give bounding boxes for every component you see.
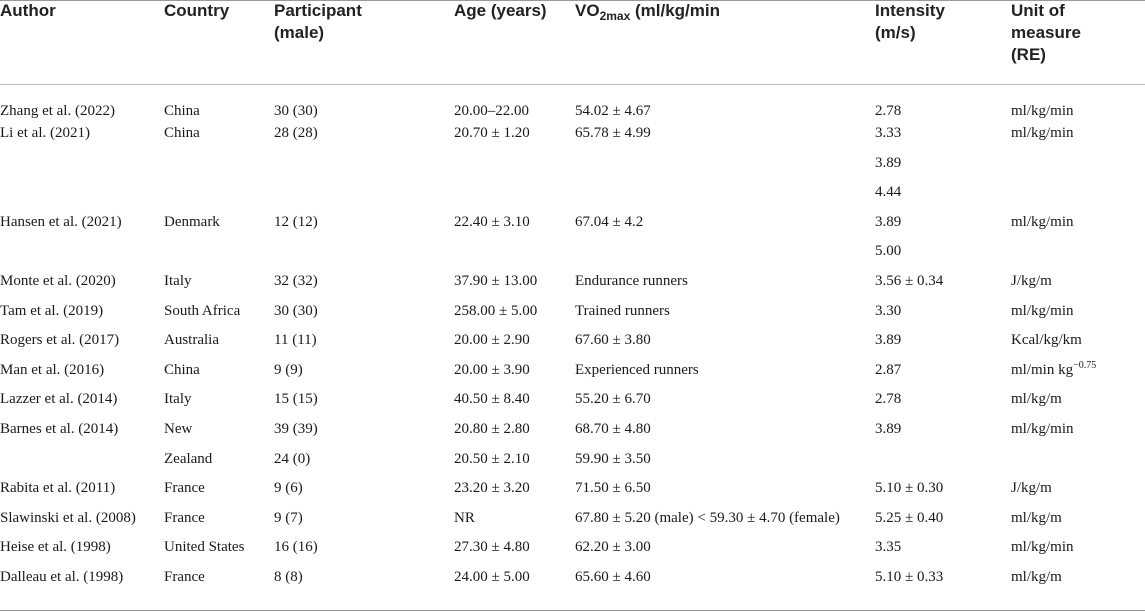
cell-age xyxy=(454,238,575,268)
cell-participant: 9 (7) xyxy=(274,509,303,526)
cell-unit: Kcal/kg/km xyxy=(1011,332,1082,349)
header-unit: Unit of measure (RE) xyxy=(1011,1,1081,64)
cell-author xyxy=(0,150,164,180)
cell-country: South Africa xyxy=(164,302,241,319)
cell-age: 20.50 ± 2.10 xyxy=(454,450,530,467)
cell-vo2: Experienced runners xyxy=(575,361,699,378)
cell-unit: ml/min $kg^{-0.75}$ xyxy=(1011,359,1097,378)
cell-unit: ml/kg/m xyxy=(1011,568,1062,585)
header-participant: Participant (male) xyxy=(274,1,362,42)
table-row xyxy=(0,475,1145,505)
cell-participant: 8 (8) xyxy=(274,568,303,585)
cell-participant: 12 (12) xyxy=(274,213,318,230)
cell-intensity: 3.35 xyxy=(875,539,902,556)
cell-unit: J/kg/m xyxy=(1011,480,1052,497)
cell-participant: 16 (16) xyxy=(274,539,318,556)
cell-intensity: 3.33 xyxy=(875,125,902,141)
cell-unit xyxy=(1011,446,1145,476)
table-row xyxy=(0,84,1145,120)
cell-participant: 30 (30) xyxy=(274,103,318,119)
cell-country: Australia xyxy=(164,332,219,349)
table-row xyxy=(0,150,1145,180)
cell-intensity: 5.10 ± 0.30 xyxy=(875,480,944,497)
cell-country: Denmark xyxy=(164,213,220,230)
table-row xyxy=(0,564,1145,594)
table-body xyxy=(0,84,1145,594)
cell-vo2: 71.50 ± 6.50 xyxy=(575,480,651,497)
cell-unit: ml/kg/min xyxy=(1011,539,1074,556)
table-bottom-rule xyxy=(0,610,1145,611)
cell-intensity: 3.89 xyxy=(875,420,902,437)
cell-author: Slawinski et al. (2008) xyxy=(0,509,136,526)
cell-age: 23.20 ± 3.20 xyxy=(454,480,530,497)
cell-country xyxy=(164,179,274,209)
cell-author: Monte et al. (2020) xyxy=(0,272,116,289)
table-row xyxy=(0,179,1145,209)
header-row xyxy=(0,0,1145,84)
header-vo2max: $VO_{2max}$ (ml/kg/min xyxy=(575,1,720,23)
cell-vo2 xyxy=(575,150,875,180)
cell-unit: J/kg/m xyxy=(1011,272,1052,289)
table-row xyxy=(0,120,1145,150)
header-intensity: Intensity (m/s) xyxy=(875,1,945,42)
cell-vo2: 68.70 ± 4.80 xyxy=(575,420,651,437)
cell-author: Man et al. (2016) xyxy=(0,361,105,378)
cell-participant: 39 (39) xyxy=(274,420,318,437)
cell-participant: 24 (0) xyxy=(274,450,311,467)
cell-unit xyxy=(1011,179,1145,209)
cell-author: Hansen et al. (2021) xyxy=(0,213,122,230)
cell-author: Dalleau et al. (1998) xyxy=(0,568,124,585)
cell-unit: ml/kg/m xyxy=(1011,391,1062,408)
cell-intensity: 3.56 ± 0.34 xyxy=(875,272,944,289)
cell-age: 258.00 ± 5.00 xyxy=(454,302,538,319)
cell-intensity: 3.89 xyxy=(875,213,902,230)
table-row xyxy=(0,298,1145,328)
cell-country: China xyxy=(164,103,200,119)
cell-country: Italy xyxy=(164,391,192,408)
cell-author: Zhang et al. (2022) xyxy=(0,103,115,119)
cell-country: France xyxy=(164,568,205,585)
table-row xyxy=(0,238,1145,268)
cell-age xyxy=(454,150,575,180)
cell-participant: 32 (32) xyxy=(274,272,318,289)
cell-vo2: Trained runners xyxy=(575,302,670,319)
cell-intensity: 5.25 ± 0.40 xyxy=(875,509,944,526)
header-author: Author xyxy=(0,1,56,20)
cell-author: Barnes et al. (2014) xyxy=(0,420,119,437)
cell-vo2: 62.20 ± 3.00 xyxy=(575,539,651,556)
cell-participant: 30 (30) xyxy=(274,302,318,319)
cell-unit: ml/kg/min xyxy=(1011,213,1074,230)
cell-vo2: 65.60 ± 4.60 xyxy=(575,568,651,585)
cell-age: 20.00–22.00 xyxy=(454,103,529,119)
table-row xyxy=(0,416,1145,446)
table-row xyxy=(0,268,1145,298)
cell-author: Li et al. (2021) xyxy=(0,125,90,141)
header-country: Country xyxy=(164,1,230,20)
cell-intensity: 2.78 xyxy=(875,391,902,408)
table-row xyxy=(0,357,1145,387)
cell-country: New xyxy=(164,420,193,437)
cell-age: 20.70 ± 1.20 xyxy=(454,125,530,141)
cell-vo2: 54.02 ± 4.67 xyxy=(575,103,651,119)
cell-country: Italy xyxy=(164,272,192,289)
cell-participant: 9 (6) xyxy=(274,480,303,497)
cell-intensity: 5.10 ± 0.33 xyxy=(875,568,944,585)
cell-author: Tam et al. (2019) xyxy=(0,302,104,319)
cell-intensity: 4.44 xyxy=(875,184,902,201)
header-age: Age (years) xyxy=(454,1,547,20)
cell-vo2: 67.04 ± 4.2 xyxy=(575,213,644,230)
table-row xyxy=(0,209,1145,239)
table-row xyxy=(0,327,1145,357)
cell-author xyxy=(0,179,164,209)
cell-intensity xyxy=(875,446,1011,476)
cell-vo2: 65.78 ± 4.99 xyxy=(575,125,651,141)
cell-intensity: 3.30 xyxy=(875,302,902,319)
cell-participant xyxy=(274,238,454,268)
cell-country: United States xyxy=(164,539,245,556)
cell-country: China xyxy=(164,361,200,378)
table-row xyxy=(0,446,1145,476)
cell-unit: ml/kg/min xyxy=(1011,103,1074,119)
cell-intensity: 3.89 xyxy=(875,154,902,171)
cell-unit: ml/kg/min xyxy=(1011,125,1074,141)
table-row xyxy=(0,386,1145,416)
cell-age xyxy=(454,179,575,209)
cell-author xyxy=(0,238,164,268)
cell-participant: 11 (11) xyxy=(274,332,317,349)
cell-country: France xyxy=(164,509,205,526)
cell-age: 27.30 ± 4.80 xyxy=(454,539,530,556)
cell-unit: ml/kg/m xyxy=(1011,509,1062,526)
cell-unit: ml/kg/min xyxy=(1011,420,1074,437)
cell-author: Rabita et al. (2011) xyxy=(0,480,116,497)
cell-country: Zealand xyxy=(164,450,213,467)
cell-age: 20.00 ± 2.90 xyxy=(454,332,530,349)
cell-age: 24.00 ± 5.00 xyxy=(454,568,530,585)
cell-vo2: 67.60 ± 3.80 xyxy=(575,332,651,349)
cell-participant xyxy=(274,179,454,209)
cell-participant: 15 (15) xyxy=(274,391,318,408)
cell-vo2: 67.80 ± 5.20 (male) < 59.30 ± 4.70 (female) xyxy=(575,509,840,526)
cell-country xyxy=(164,238,274,268)
table-row xyxy=(0,505,1145,535)
cell-author xyxy=(0,446,164,476)
cell-age: 20.00 ± 3.90 xyxy=(454,361,530,378)
cell-country: France xyxy=(164,480,205,497)
cell-vo2 xyxy=(575,238,875,268)
cell-unit xyxy=(1011,150,1145,180)
cell-vo2: Endurance runners xyxy=(575,272,688,289)
cell-unit: ml/kg/min xyxy=(1011,302,1074,319)
cell-author: Rogers et al. (2017) xyxy=(0,332,120,349)
cell-country: China xyxy=(164,125,200,141)
cell-intensity: 3.89 xyxy=(875,332,902,349)
cell-country xyxy=(164,150,274,180)
cell-participant xyxy=(274,150,454,180)
cell-author: Lazzer et al. (2014) xyxy=(0,391,118,408)
cell-vo2 xyxy=(575,179,875,209)
cell-participant: 9 (9) xyxy=(274,361,303,378)
cell-vo2: 55.20 ± 6.70 xyxy=(575,391,651,408)
cell-age: 20.80 ± 2.80 xyxy=(454,420,530,437)
cell-intensity: 2.78 xyxy=(875,103,902,119)
cell-unit xyxy=(1011,238,1145,268)
cell-author: Heise et al. (1998) xyxy=(0,539,111,556)
cell-vo2: 59.90 ± 3.50 xyxy=(575,450,651,467)
cell-intensity: 5.00 xyxy=(875,243,902,260)
table-row xyxy=(0,534,1145,564)
cell-intensity: 2.87 xyxy=(875,361,902,378)
cell-age: 37.90 ± 13.00 xyxy=(454,272,538,289)
cell-age: 22.40 ± 3.10 xyxy=(454,213,530,230)
cell-age: NR xyxy=(454,509,475,526)
cell-age: 40.50 ± 8.40 xyxy=(454,391,530,408)
cell-participant: 28 (28) xyxy=(274,125,318,141)
